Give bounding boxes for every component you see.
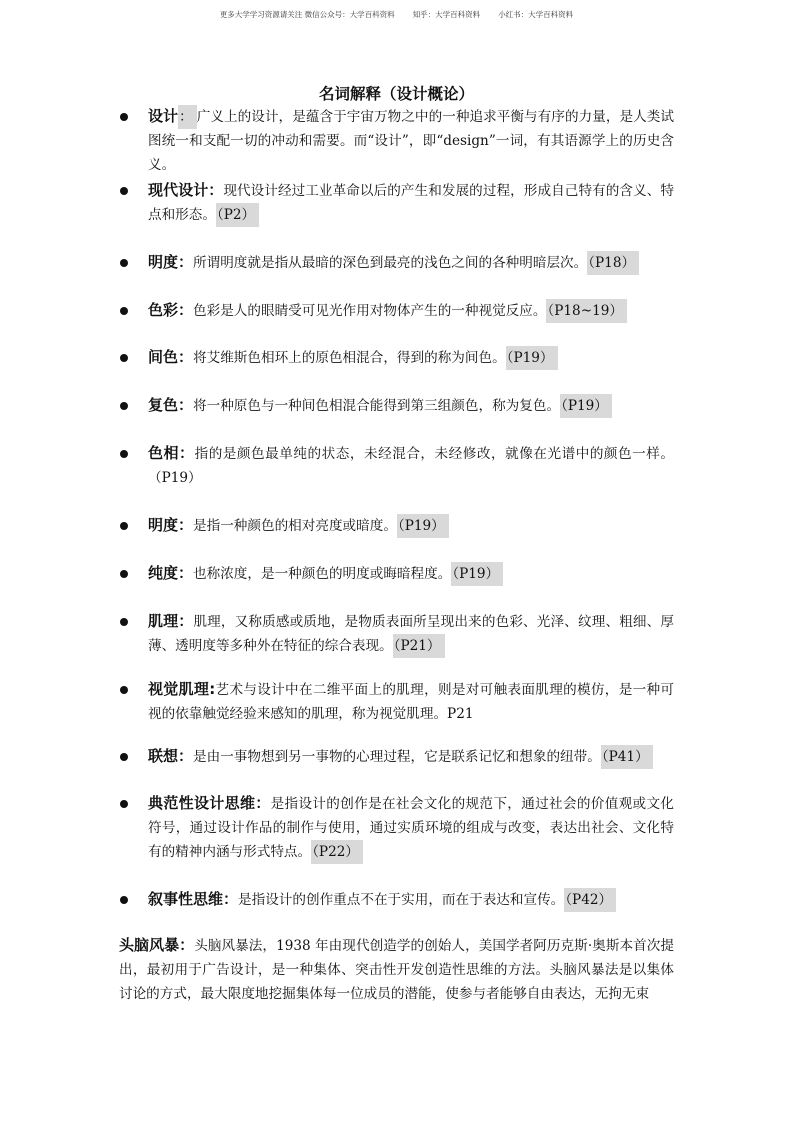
page-reference: （P41）	[601, 745, 653, 769]
term: 设计	[148, 107, 179, 125]
page-reference: （P42）	[564, 888, 616, 912]
bullet-icon	[120, 618, 128, 626]
bullet-icon	[120, 570, 128, 578]
term: 色相：	[148, 444, 195, 462]
page-reference: （P19）	[451, 562, 503, 586]
definition-item	[148, 744, 674, 769]
definition-item	[148, 345, 674, 370]
definition-item	[148, 677, 674, 726]
page-reference: （P21）	[393, 634, 445, 658]
definition-text: 将一种原色与一种间色相混合能得到第三组颜色，称为复色。	[193, 398, 561, 414]
definition-item	[148, 609, 674, 658]
definition-item	[148, 250, 674, 275]
term: 肌理：	[148, 612, 194, 630]
page-header	[0, 9, 793, 20]
definition-text: 将艾维斯色相环上的原色相混合，得到的称为间色。	[193, 350, 506, 366]
term: 纯度：	[148, 564, 194, 582]
definition-item	[148, 104, 674, 178]
bullet-icon	[120, 187, 128, 195]
bullet-icon	[120, 402, 128, 410]
term-separator: ：	[178, 105, 197, 129]
page-reference: （P22）	[311, 840, 363, 864]
term: 间色：	[148, 348, 194, 366]
bullet-icon	[120, 354, 128, 362]
bullet-icon	[120, 686, 128, 694]
definition-text: 艺术与设计中在二维平面上的肌理，则是对可触表面肌理的模仿，是一种可视的依靠触觉经验来感知的肌理，称为视觉肌理。P21	[148, 682, 674, 723]
bullet-icon	[120, 450, 128, 458]
term: 明度：	[148, 516, 194, 534]
definition-item	[148, 298, 674, 323]
document-title: 名词解释（设计概论）	[318, 84, 474, 103]
header-zhihu: 知乎：大学百科资料	[412, 10, 481, 19]
bullet-icon	[120, 307, 128, 315]
definition-text: 是由一事物想到另一事物的心理过程，它是联系记忆和想象的纽带。	[193, 749, 601, 765]
bullet-icon	[120, 896, 128, 904]
definition-text: 色彩是人的眼睛受可见光作用对物体产生的一种视觉反应。	[193, 303, 547, 319]
definition-text: 是指一种颜色的相对亮度或暗度。	[193, 518, 397, 534]
definition-text: 是指设计的创作是在社会文化的规范下，通过社会的价值观或文化符号，通过设计作品的制作与使用，通过实质环境的组成与改变，表达出社会、文化特有的精神内涵与形式特点。	[148, 796, 674, 861]
definition-item	[148, 561, 674, 586]
term: 色彩：	[148, 301, 194, 319]
definition-text: 也称浓度，是一种颜色的明度或晦暗程度。	[193, 566, 452, 582]
bullet-icon	[120, 259, 128, 267]
page-reference: （P18）	[587, 251, 639, 275]
paragraph-term: 头脑风暴：	[119, 936, 195, 954]
page-reference: （P19）	[560, 394, 612, 418]
bullet-icon	[120, 522, 128, 530]
paragraph-text: 头脑风暴法，1938 年由现代创造学的创始人，美国学者阿历克斯·奥斯本首次提出，最初用于广告设计，是一种集体、突击性开发创造性思维的方法。头脑风暴法是以集体讨论的方式，最大限度地挖掘集体每一位成员的潜能，使参与者能够自由表达，无拘无束	[119, 938, 674, 1003]
definition-item	[148, 178, 674, 227]
term: 明度：	[148, 253, 194, 271]
term: 联想：	[148, 747, 194, 765]
term: 叙事性思维：	[148, 890, 239, 908]
bullet-icon	[120, 113, 128, 121]
definition-text: 是指设计的创作重点不在于实用，而在于表达和宣传。	[238, 892, 565, 908]
definition-text: 所谓明度就是指从最暗的深色到最亮的浅色之间的各种明暗层次。	[193, 255, 588, 271]
bullet-icon	[120, 753, 128, 761]
page-reference: （P18~19）	[546, 299, 627, 323]
term: 复色：	[148, 396, 194, 414]
term: 视觉肌理:	[148, 680, 216, 698]
definition-text: 广义上的设计，是蕴含于宇宙万物之中的一种追求平衡与有序的力量，是人类试图统一和支配一切的冲动和需要。而“设计”，即“design”一词，有其语源学上的历史含义。	[148, 109, 674, 174]
header-wechat: 更多大学学习资源请关注 微信公众号：大学百科资料	[219, 10, 395, 19]
definition-text: 现代设计经过工业革命以后的产生和发展的过程，形成自己特有的含义、特点和形态。	[148, 183, 674, 224]
definition-item	[148, 441, 674, 490]
page-reference: （P2）	[216, 203, 259, 227]
term: 典范性设计思维：	[148, 794, 271, 812]
term: 现代设计：	[148, 181, 224, 199]
header-xiaohongshu: 小红书：大学百科资料	[498, 10, 574, 19]
definition-item	[148, 791, 674, 865]
page-reference: （P19）	[397, 514, 449, 538]
definition-text: 肌理，又称质感或质地，是物质表面所呈现出来的色彩、光泽、纹理、粗细、厚薄、透明度等多种外在特征的综合表现。	[148, 614, 674, 655]
brainstorm-paragraph	[119, 933, 674, 1007]
page-reference: （P19）	[506, 346, 558, 370]
bullet-icon	[120, 800, 128, 808]
definition-item	[148, 513, 674, 538]
definition-item	[148, 393, 674, 418]
definition-text: 指的是颜色最单纯的状态，未经混合，未经修改，就像在光谱中的颜色一样。（P19）	[148, 446, 674, 487]
definition-item	[148, 887, 674, 912]
